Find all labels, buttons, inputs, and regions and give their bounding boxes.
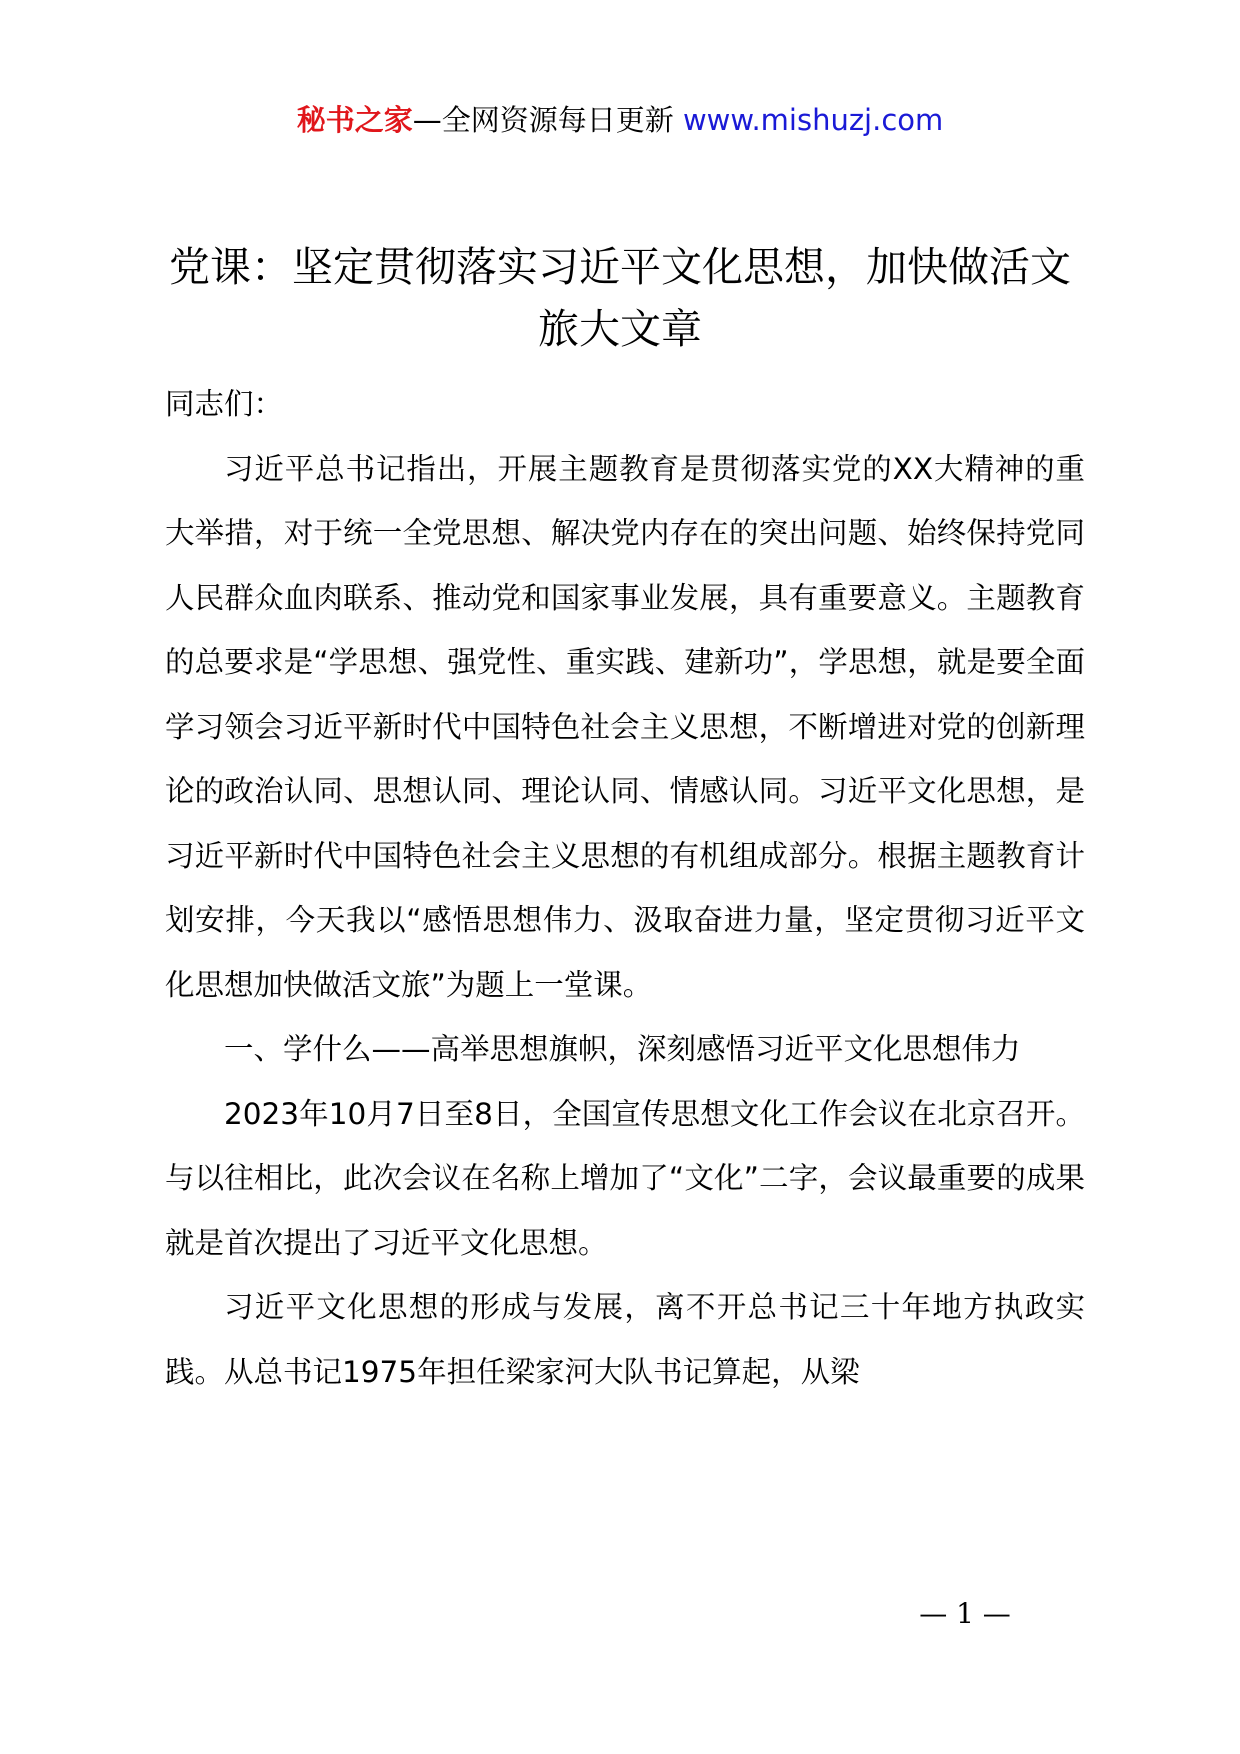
section-heading: 一、学什么——高举思想旗帜，深刻感悟习近平文化思想伟力 [224, 1032, 1021, 1066]
document-title: 党课：坚定贯彻落实习近平文化思想，加快做活文旅大文章 [169, 243, 1071, 353]
banner-tagline: —全网资源每日更新 [412, 103, 683, 137]
body-paragraph: 习近平文化思想的形成与发展，离不开总书记三十年地方执政实践。从总书记1975年担任梁家河大队书记算起，从梁 [165, 1290, 1085, 1389]
body-paragraph: 习近平总书记指出，开展主题教育是贯彻落实党的XX大精神的重大举措，对于统一全党思想、解决党内存在的突出问题、始终保持党同人民群众血肉联系、推动党和国家事业发展，具有重要意义。主题教育的总要求是“学思想、强党性、重实践、建新功”，学思想，就是要全面学习领会习近平新时代中国特色社会主义思想，不断增进对党的创新理论的政治认同、思想认同、理论认同、情感认同。习近平文化思想，是习近平新时代中国特色社会主义思想的有机组成部分。根据主题教育计划安排，今天我以“感悟思想伟力、汲取奋进力量，坚定贯彻习近平文化思想加快做活文旅”为题上一堂课。 [165, 451, 1085, 1002]
body-paragraph: 2023年10月7日至8日，全国宣传思想文化工作会议在北京召开。与以往相比，此次会议在名称上增加了“文化”二字，会议最重要的成果就是首次提出了习近平文化思想。 [165, 1096, 1085, 1260]
page-number: — 1 — [919, 1597, 1011, 1630]
site-banner [0, 100, 1240, 140]
site-url-link[interactable]: www.mishuzj.com [682, 103, 944, 137]
salutation: 同志们： [165, 387, 284, 421]
document-body [165, 372, 1085, 1404]
brand-name: 秘书之家 [296, 103, 413, 137]
